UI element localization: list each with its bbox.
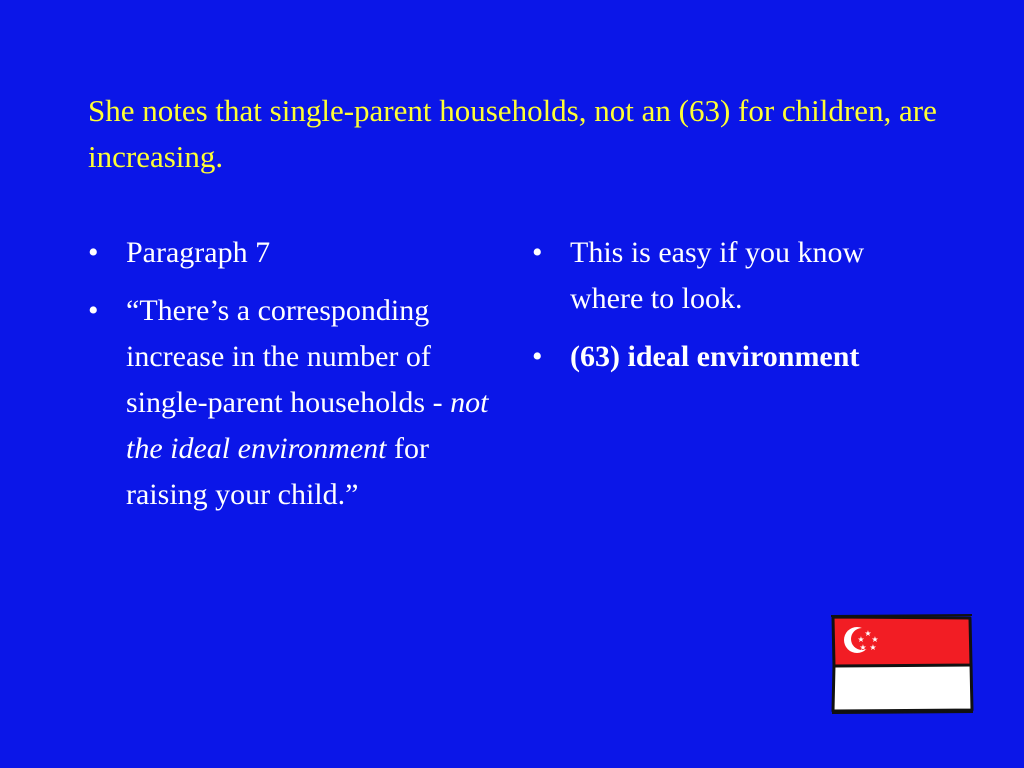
flag-star: ★: [871, 635, 879, 644]
flag-star: ★: [857, 635, 865, 644]
bullet-icon: •: [88, 236, 99, 269]
quote-text-end: for raising your child.”: [126, 432, 429, 511]
right-bullet-list: [532, 230, 932, 392]
bullet-hint: [532, 230, 932, 322]
flag-edge-stroke: [831, 615, 972, 616]
bullet-icon: •: [88, 294, 99, 327]
flag-star: ★: [859, 643, 867, 652]
answer-text: (63) ideal environment: [570, 340, 860, 373]
left-bullet-list: [88, 230, 498, 530]
flag-star: ★: [869, 643, 877, 652]
flag-star: ★: [864, 629, 872, 638]
paragraph-reference-text: Paragraph 7: [126, 236, 271, 269]
flag-white-half: [833, 664, 972, 711]
hint-text: This is easy if you know where to look.: [570, 236, 865, 315]
slide-title: She notes that single-parent households, not an (63) for children, are increasing.: [88, 93, 937, 174]
singapore-flag-icon: [830, 614, 974, 714]
quote-text: [126, 294, 488, 511]
bullet-icon: •: [532, 340, 543, 373]
bullet-icon: •: [532, 236, 543, 269]
bullet-paragraph-reference: [88, 230, 498, 276]
quote-text-italic: not the ideal environment: [126, 386, 489, 465]
quote-text-start: “There’s a corresponding increase in the number of single-parent households -: [126, 294, 451, 419]
bullet-answer: [532, 334, 932, 380]
flag-edge-stroke: [832, 712, 973, 713]
bullet-quote: [88, 288, 498, 518]
